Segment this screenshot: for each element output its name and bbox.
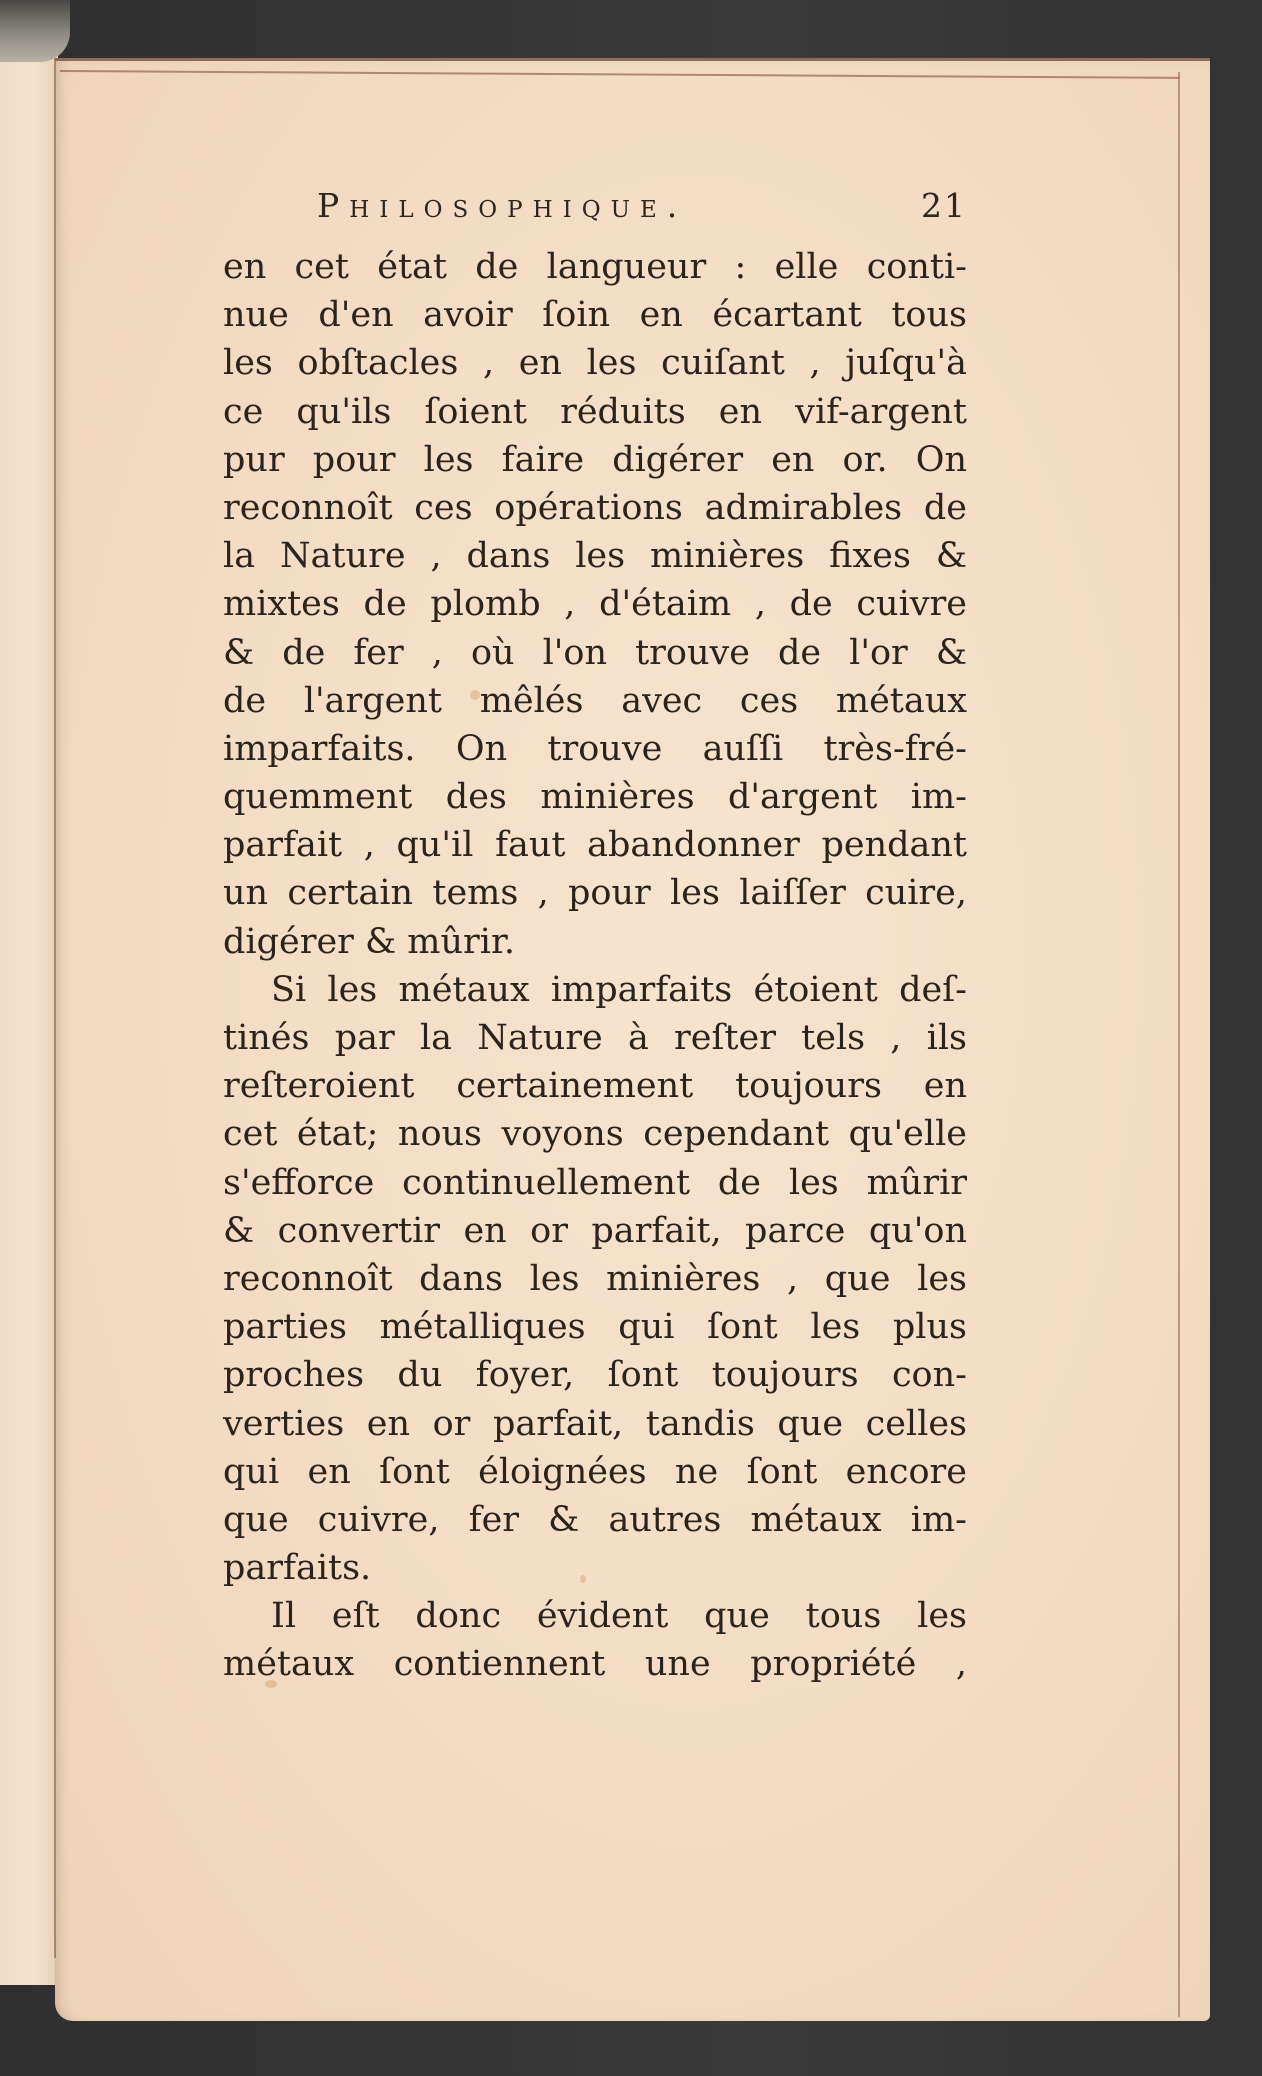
running-header <box>317 186 967 230</box>
text-line: & convertir en or parfait, parce qu'on <box>223 1210 967 1251</box>
text-line: parfaits. <box>223 1548 372 1589</box>
text-line: pur pour les faire digérer en or. On <box>223 439 967 480</box>
text-line: les obſtacles , en les cuiſant , juſqu'à <box>223 343 967 384</box>
text-line: reconnoît dans les minières , que les <box>223 1258 967 1299</box>
gutter-fold <box>54 58 56 1958</box>
text-line: que cuivre, fer & autres métaux im- <box>223 1499 967 1540</box>
text-line: mixtes de plomb , d'étaim , de cuivre <box>223 584 967 625</box>
text-line: tinés par la Nature à reſter tels , ils <box>223 1018 967 1058</box>
page-fore-edge <box>1178 72 1180 2017</box>
text-line: métaux contiennent une propriété , <box>223 1644 967 1685</box>
text-line: qui en ſont éloignées ne ſont encore <box>223 1451 967 1492</box>
text-line: parfait , qu'il faut abandonner pendant <box>223 825 967 866</box>
text-line: nue d'en avoir ſoin en écartant tous <box>223 295 967 336</box>
text-line: proches du foyer, ſont toujours con- <box>223 1355 967 1396</box>
text-line: digérer & mûrir. <box>223 921 515 962</box>
text-line: en cet état de langueur : elle conti- <box>223 247 967 287</box>
text-line: Il eſt donc évident que tous les <box>271 1596 967 1637</box>
text-line: cet état; nous voyons cependant qu'elle <box>223 1114 967 1155</box>
text-line: reſteroient certainement toujours en <box>223 1066 967 1107</box>
text-line: imparfaits. On trouve auſſi très-fré- <box>223 728 967 769</box>
text-line: s'efforce continuellement de les mûrir <box>223 1162 967 1203</box>
text-line: la Nature , dans les minières fixes & <box>223 536 967 577</box>
book-binding <box>0 0 70 62</box>
running-title: Philosophique. <box>317 186 688 225</box>
text-line: parties métalliques qui ſont les plus <box>223 1307 967 1348</box>
text-line: un certain tems , pour les laiſſer cuire, <box>223 873 967 914</box>
text-line: Si les métaux imparfaits étoient deſ- <box>271 969 967 1010</box>
text-line: verties en or parfait, tandis que celles <box>223 1403 967 1444</box>
text-line: quemment des minières d'argent im- <box>223 777 967 818</box>
text-line: & de fer , où l'on trouve de l'or & <box>223 632 967 673</box>
body-text <box>223 243 967 1689</box>
text-line: reconnoît ces opérations admirables de <box>223 487 967 528</box>
text-line: de l'argent mêlés avec ces métaux <box>223 680 967 721</box>
page-number: 21 <box>921 186 967 225</box>
text-line: ce qu'ils ſoient réduits en vif-argent <box>223 391 967 432</box>
previous-page-edge <box>0 55 58 1985</box>
